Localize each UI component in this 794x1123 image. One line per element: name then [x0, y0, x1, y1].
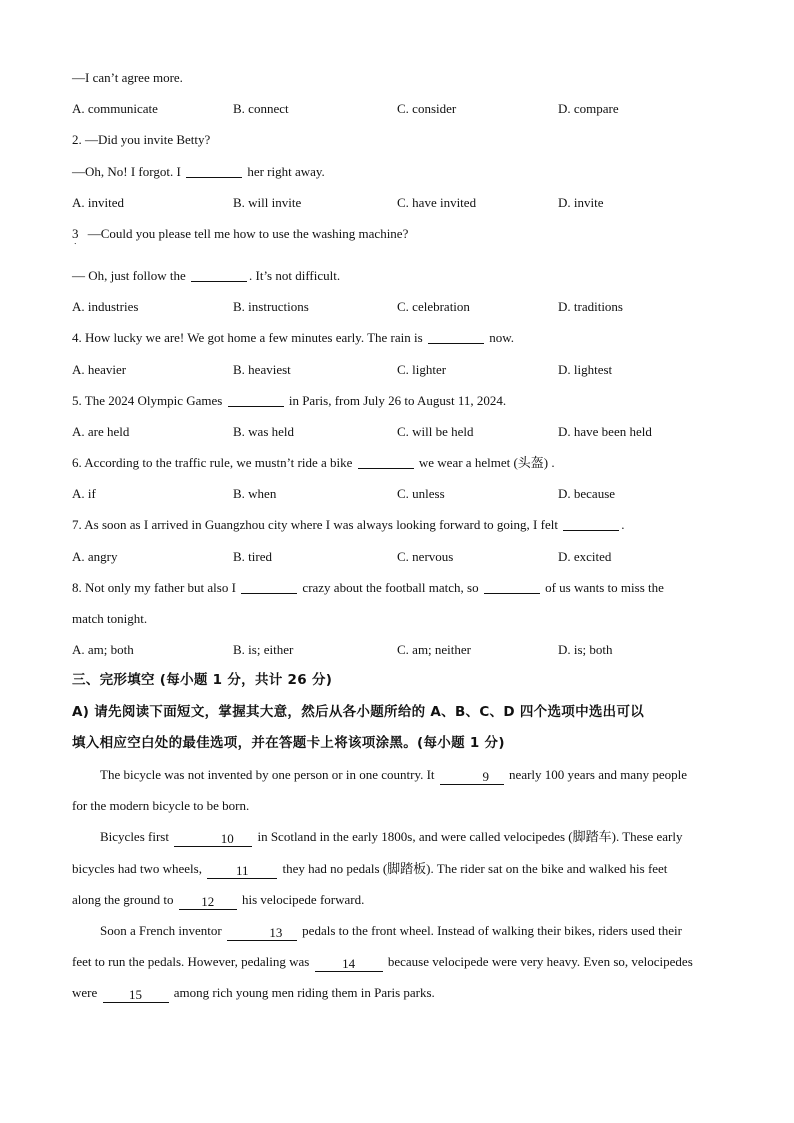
- blank-14: 14: [315, 956, 383, 972]
- q5-blank: [228, 392, 284, 407]
- q8-stem: [72, 572, 724, 603]
- q5-option-b[interactable]: B. was held: [233, 423, 295, 439]
- passage-text: feet to run the pedals. However, pedaling was: [72, 954, 310, 970]
- q8-stem-a: 8. Not only my father but also I: [72, 579, 236, 595]
- q3-stem: [72, 218, 724, 260]
- blank-11: 11: [207, 863, 277, 879]
- passage-text: for the modern bicycle to be born.: [72, 798, 250, 814]
- passage-p2-line3: [72, 884, 724, 915]
- q7-blank: [563, 516, 619, 531]
- q7-option-c[interactable]: C. nervous: [397, 548, 454, 564]
- q1-option-d[interactable]: D. compare: [558, 101, 619, 117]
- passage-text: Soon a French inventor: [100, 922, 222, 938]
- blank-12: 12: [179, 894, 237, 910]
- q3-number: 3: [72, 225, 79, 241]
- q4-option-b[interactable]: B. heaviest: [233, 361, 291, 377]
- q3-option-b[interactable]: B. instructions: [233, 299, 309, 315]
- q5-option-a[interactable]: A. are held: [72, 423, 130, 439]
- q3-dot: ．: [74, 236, 82, 246]
- passage-p1-line2: [72, 790, 724, 821]
- passage-text: among rich young men riding them in Paris parks.: [173, 985, 435, 1001]
- q6-blank: [358, 454, 414, 469]
- q7-option-a[interactable]: A. angry: [72, 548, 118, 564]
- q6-option-b[interactable]: B. when: [233, 486, 277, 502]
- q6-options: [72, 478, 724, 509]
- q2-stem-text: 2. —Did you invite Betty?: [72, 132, 211, 148]
- q4-stem-post: now.: [489, 330, 514, 346]
- q8-stem-line2: [72, 603, 724, 634]
- q3-reply: [72, 260, 724, 291]
- q8-options: [72, 634, 724, 665]
- q1-option-b[interactable]: B. connect: [233, 101, 289, 117]
- q7-stem-post: .: [621, 517, 625, 533]
- q4-blank: [428, 329, 484, 344]
- passage-text: along the ground to: [72, 891, 174, 907]
- q6-stem-post: we wear a helmet (头盔) .: [418, 455, 555, 471]
- blank-13: 13: [227, 925, 297, 941]
- q3-stem-text: —Could you please tell me how to use the washing machine?: [87, 225, 409, 241]
- q2-reply: [72, 156, 724, 187]
- passage-p3-line1: [72, 915, 724, 946]
- q4-options: [72, 354, 724, 385]
- passage-p1-line1: [72, 759, 724, 790]
- q1-option-c[interactable]: C. consider: [397, 101, 457, 117]
- blank-15: 15: [103, 987, 169, 1003]
- passage-p2-line2: [72, 853, 724, 884]
- q7-stem: [72, 509, 724, 540]
- q8-option-c[interactable]: C. am; neither: [397, 642, 472, 658]
- passage-text: in Scotland in the early 1800s, and were called velocipedes (脚踏车). These early: [257, 829, 683, 845]
- q2-stem: [72, 124, 724, 155]
- q7-stem-pre: 7. As soon as I arrived in Guangzhou city where I was always looking forward to going, I felt: [72, 517, 558, 533]
- q3-option-a[interactable]: A. industries: [72, 299, 139, 315]
- passage-text: his velocipede forward.: [241, 891, 365, 907]
- q3-blank: [191, 267, 247, 282]
- section-3-title: 三、完形填空 (每小题 1 分，共计 26 分): [72, 672, 333, 689]
- q8-blank-2: [484, 579, 540, 594]
- q5-option-c[interactable]: C. will be held: [397, 423, 474, 439]
- q2-reply-pre: —Oh, No! I forgot. I: [72, 163, 181, 179]
- q3-reply-post: . It’s not difficult.: [249, 267, 341, 283]
- q5-option-d[interactable]: D. have been held: [558, 423, 652, 439]
- passage-text: Bicycles first: [100, 829, 169, 845]
- passage-text: The bicycle was not invented by one person or in one country. It: [100, 766, 435, 782]
- q2-reply-post: her right away.: [247, 163, 325, 179]
- q2-options: [72, 187, 724, 218]
- passage-p3-line3: [72, 977, 724, 1008]
- passage-text: bicycles had two wheels,: [72, 860, 202, 876]
- q8-option-d[interactable]: D. is; both: [558, 642, 613, 658]
- q4-option-c[interactable]: C. lighter: [397, 361, 447, 377]
- q1-reply-text: —I can’t agree more.: [72, 70, 183, 85]
- q4-stem-pre: 4. How lucky we are! We got home a few minutes early. The rain is: [72, 330, 423, 346]
- q5-options: [72, 416, 724, 447]
- q3-reply-pre: — Oh, just follow the: [72, 267, 186, 283]
- passage-text: nearly 100 years and many people: [509, 766, 688, 782]
- q6-stem: [72, 447, 724, 478]
- q4-option-a[interactable]: A. heavier: [72, 361, 127, 377]
- blank-10: 10: [174, 831, 252, 847]
- q1-options: [72, 93, 724, 124]
- blank-9: 9: [440, 769, 504, 785]
- q2-option-a[interactable]: A. invited: [72, 194, 124, 210]
- q5-stem-post: in Paris, from July 26 to August 11, 2024.: [288, 392, 507, 408]
- q6-option-a[interactable]: A. if: [72, 486, 96, 502]
- section-3-instruction-2: 填入相应空白处的最佳选项，并在答题卡上将该项涂黑。(每小题 1 分): [72, 734, 505, 751]
- q4-stem: [72, 322, 724, 353]
- exam-page: [72, 62, 724, 1008]
- q2-blank: [186, 163, 242, 178]
- q3-options: [72, 291, 724, 322]
- passage-text: because velocipede were very heavy. Even so, velocipedes: [387, 954, 693, 970]
- q7-option-b[interactable]: B. tired: [233, 548, 272, 564]
- q5-stem: [72, 385, 724, 416]
- q6-stem-pre: 6. According to the traffic rule, we mustn’t ride a bike: [72, 455, 353, 471]
- q7-options: [72, 541, 724, 572]
- q3-option-d[interactable]: D. traditions: [558, 299, 623, 315]
- q2-option-b[interactable]: B. will invite: [233, 194, 302, 210]
- q2-option-c[interactable]: C. have invited: [397, 194, 477, 210]
- q2-option-d[interactable]: D. invite: [558, 194, 604, 210]
- q6-option-c[interactable]: C. unless: [397, 486, 445, 502]
- q1-reply: [72, 62, 724, 93]
- q8-stem-c: of us wants to miss the: [545, 579, 664, 595]
- q6-option-d[interactable]: D. because: [558, 486, 616, 502]
- q5-stem-pre: 5. The 2024 Olympic Games: [72, 392, 223, 408]
- q1-option-a[interactable]: A. communicate: [72, 101, 158, 117]
- q8-stem-b: crazy about the football match, so: [302, 579, 479, 595]
- q8-stem-line2-text: match tonight.: [72, 611, 148, 626]
- passage-text: were: [72, 985, 98, 1001]
- section-3-instruction-1: A) 请先阅读下面短文，掌握其大意，然后从各小题所给的 A、B、C、D 四个选项中选出可以: [72, 703, 645, 720]
- q8-option-b[interactable]: B. is; either: [233, 642, 294, 658]
- q7-option-d[interactable]: D. excited: [558, 548, 612, 564]
- passage-p3-line2: [72, 946, 724, 977]
- q4-option-d[interactable]: D. lightest: [558, 361, 613, 377]
- q8-blank-1: [241, 579, 297, 594]
- passage-text: they had no pedals (脚踏板). The rider sat on the bike and walked his feet: [282, 860, 668, 876]
- q3-option-c[interactable]: C. celebration: [397, 299, 470, 315]
- passage-text: pedals to the front wheel. Instead of walking their bikes, riders used their: [302, 922, 682, 938]
- passage-p2-line1: [72, 821, 724, 852]
- q8-option-a[interactable]: A. am; both: [72, 642, 134, 658]
